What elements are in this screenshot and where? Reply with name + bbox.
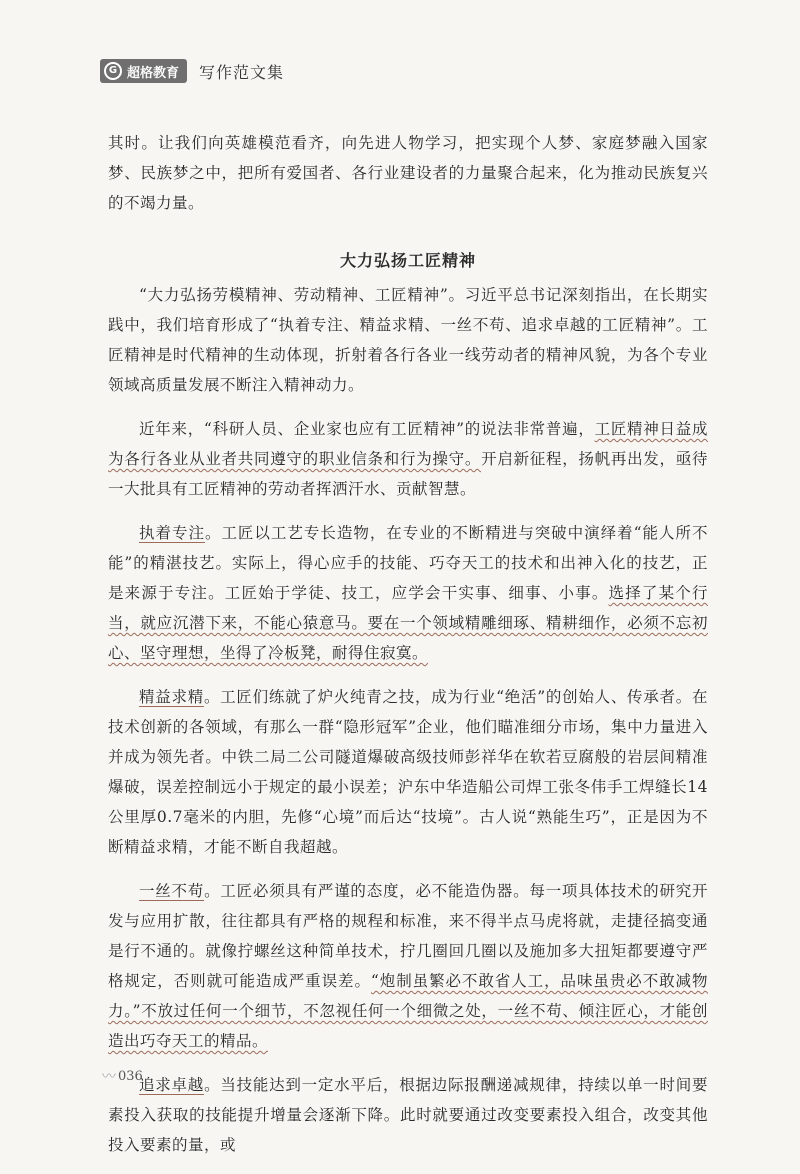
subheading-focus: 执着专注	[139, 524, 205, 542]
paragraph-2-underlined: 工匠精神日益成为各行各业从业者共同遵守的职业信条和行为操守。	[108, 420, 708, 468]
subheading-meticulous: 一丝不苟	[139, 882, 205, 900]
page-body	[108, 128, 708, 1174]
paragraph-5-text-b: 。工匠必须具有严谨的态度，必不能造伪器。每一项具体技术的研究开发与应用扩散，往往都具有严格的规程和标准，来不得半点马虎将就，走捷径搞变通是行不通的。就像拧螺丝这种简单技术，拧几圈回几圈以及施加多大扭矩都要遵守严格规定，否则就可能造成严重误差。	[108, 882, 708, 990]
paragraph-1: “大力弘扬劳模精神、劳动精神、工匠精神”。习近平总书记深刻指出，在长期实践中，我们培育形成了“执着专注、精益求精、一丝不苟、追求卓越的工匠精神”。工匠精神是时代精神的生动体现，折射着各行各业一线劳动者的精神风貌，为各个专业领域高质量发展不断注入精神动力。	[108, 286, 708, 394]
book-title: 写作范文集	[199, 62, 285, 82]
paragraph-5	[108, 876, 708, 1056]
paragraph-4-text-b: 。工匠们练就了炉火纯青之技，成为行业“绝活”的创始人、传承者。在技术创新的各领域，有那么一群“隐形冠军”企业，他们瞄准细分市场，集中力量进入并成为领先者。中铁二局二公司隧道爆破高级技师彭祥华在软若豆腐般的岩层间精准爆破，误差控制远小于规定的最小误差；沪东中华造船公司焊工张冬伟手工焊缝长14公里厚0.7毫米的内胆，先修“心境”而后达“技境”。古人说“熟能生巧”，正是因为不断精益求精，才能不断自我超越。	[108, 688, 708, 856]
article-title: 大力弘扬工匠精神	[339, 251, 476, 270]
logo-g-icon: G	[104, 62, 122, 80]
paragraph-3-text-b: 。工匠以工艺专长造物，在专业的不断精进与突破中演绎着“能人所不能”的精湛技艺。实际上，得心应手的技能、巧夺天工的技术和出神入化的技艺，正是来源于专注。工匠始于学徒、技工，应学会干实事、细事、小事。	[108, 524, 708, 602]
paragraph-4	[108, 682, 708, 862]
paragraph-6	[108, 1070, 708, 1160]
page-header	[100, 56, 284, 86]
paragraph-6-text-b: 。当技能达到一定水平后，根据边际报酬递减规律，持续以单一时间要素投入获取的技能提升增量会逐渐下降。此时就要通过改变要素投入组合，改变其他投入要素的量，或	[108, 1076, 708, 1154]
subheading-pursue-excellence: 追求卓越	[139, 1076, 205, 1094]
paragraph-3-underlined: 选择了某个行当，就应沉潜下来，不能心猿意马。要在一个领域精雕细琢、精耕细作，必须不忘初心、坚守理想，坐得了冷板凳，耐得住寂寞。	[108, 584, 708, 662]
intro-paragraph: 其时。让我们向英雄模范看齐，向先进人物学习，把实现个人梦、家庭梦融入国家梦、民族梦之中，把所有爱国者、各行业建设者的力量聚合起来，化为推动民族复兴的不竭力量。	[108, 134, 708, 212]
paragraph-2-text-a: 近年来，“科研人员、企业家也应有工匠精神”的说法非常普遍，	[139, 420, 595, 438]
paragraph-5-underlined: “炮制虽繁必不敢省人工，品味虽贵必不敢减物力。”不放过任何一个细节，不忽视任何一个细微之处，一丝不苟、倾注匠心，才能创造出巧夺天工的精品。	[108, 972, 708, 1050]
paragraph-2	[108, 414, 708, 504]
swirl-ornament-icon: 〰	[102, 1069, 116, 1085]
page-number-text: 036	[118, 1068, 143, 1084]
subheading-excellence: 精益求精	[139, 688, 204, 706]
page-number	[102, 1066, 143, 1086]
paragraph-3	[108, 518, 708, 668]
logo-text: 超格教育	[127, 65, 180, 81]
publisher-logo	[100, 59, 187, 83]
paragraph-2-text-c: 开启新征程，扬帆再出发，亟待一大批具有工匠精神的劳动者挥洒汗水、贡献智慧。	[108, 450, 708, 498]
